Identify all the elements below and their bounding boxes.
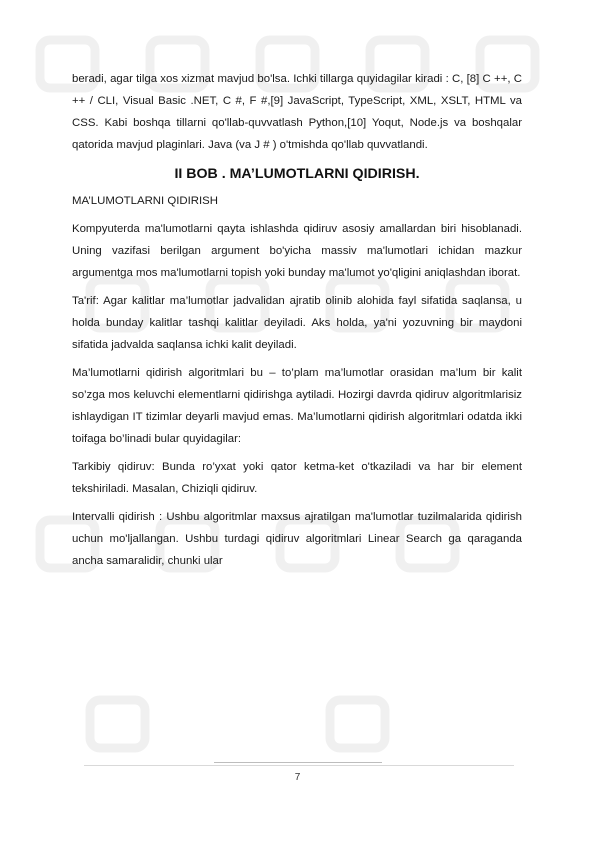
- paragraph-interval-search: Intervalli qidirish : Ushbu algoritmlar maxsus ajratilgan ma'lumotlar tuzilmalarida qidirish uchun mo'ljallangan. Ushbu turdagi qidiruv algoritmlari Linear Search ga qaraganda ancha samaralidir, chunki ular: [72, 511, 522, 567]
- footer-rule: [84, 765, 514, 766]
- page-number: 7: [294, 772, 301, 783]
- section-subheading: MA’LUMOTLARNI QIDIRISH: [72, 195, 218, 207]
- document-page: [72, 68, 522, 572]
- paragraph-key-definition: Ta'rif: Agar kalitlar ma’lumotlar jadvalidan ajratib olinib alohida fayl sifatida saqlansa, u holda bunday kalitlar tashqi kalitlar deyiladi. Aks holda, ya'ni yozuvning bir maydoni sifatida jadvalda saqlansa ichki kalit deyiladi.: [72, 295, 522, 351]
- intro-paragraph: beradi, agar tilga xos xizmat mavjud bo'lsa. Ichki tillarga quyidagilar kiradi : C, [8] C ++, C ++ / CLI, Visual Basic .NET, C #, F #,[9] JavaScript, TypeScript, XML, XSLT, HTML va CSS. Kabi boshqa tillarni qo'llab-quvvatlash Python,[10] Yoqut, Node.js va boshqalar qatorida mavjud plaginlari. Java (va J # ) o'tmishda qo'llab quvvatlandi.: [72, 73, 522, 151]
- paragraph-sequential-search: Tarkibiy qidiruv: Bunda ro’yxat yoki qator ketma-ket o'tkaziladi va har bir element tekshiriladi. Masalan, Chiziqli qidiruv.: [72, 461, 522, 495]
- paragraph-search-definition: Kompyuterda ma'lumotlarni qayta ishlashda qidiruv asosiy amallardan biri hisoblanadi. Uning vazifasi berilgan argument bo'yicha massiv ma'lumotlari ichidan mazkur argumentga mos ma'lumotlarni topish yoki bunday ma'lumot yo'qligini aniqlashdan iborat.: [72, 223, 522, 279]
- chapter-heading: II BOB . MA’LUMOTLARNI QIDIRISH.: [174, 166, 420, 182]
- paragraph-search-algorithms: Ma’lumotlarni qidirish algoritmlari bu – to’plam ma’lumotlar orasidan ma’lum bir kalit so’zga mos keluvchi elementlarni qidirishga aytiladi. Hozirgi davrda qidiruv algoritmlarisiz ishlaydigan IT tizimlar deyarli mavjud emas. Ma’lumotlarni qidirish algoritmlari odatda ikki toifaga bo’linadi bular quyidagilar:: [72, 367, 522, 445]
- footer-short-rule: [214, 762, 382, 763]
